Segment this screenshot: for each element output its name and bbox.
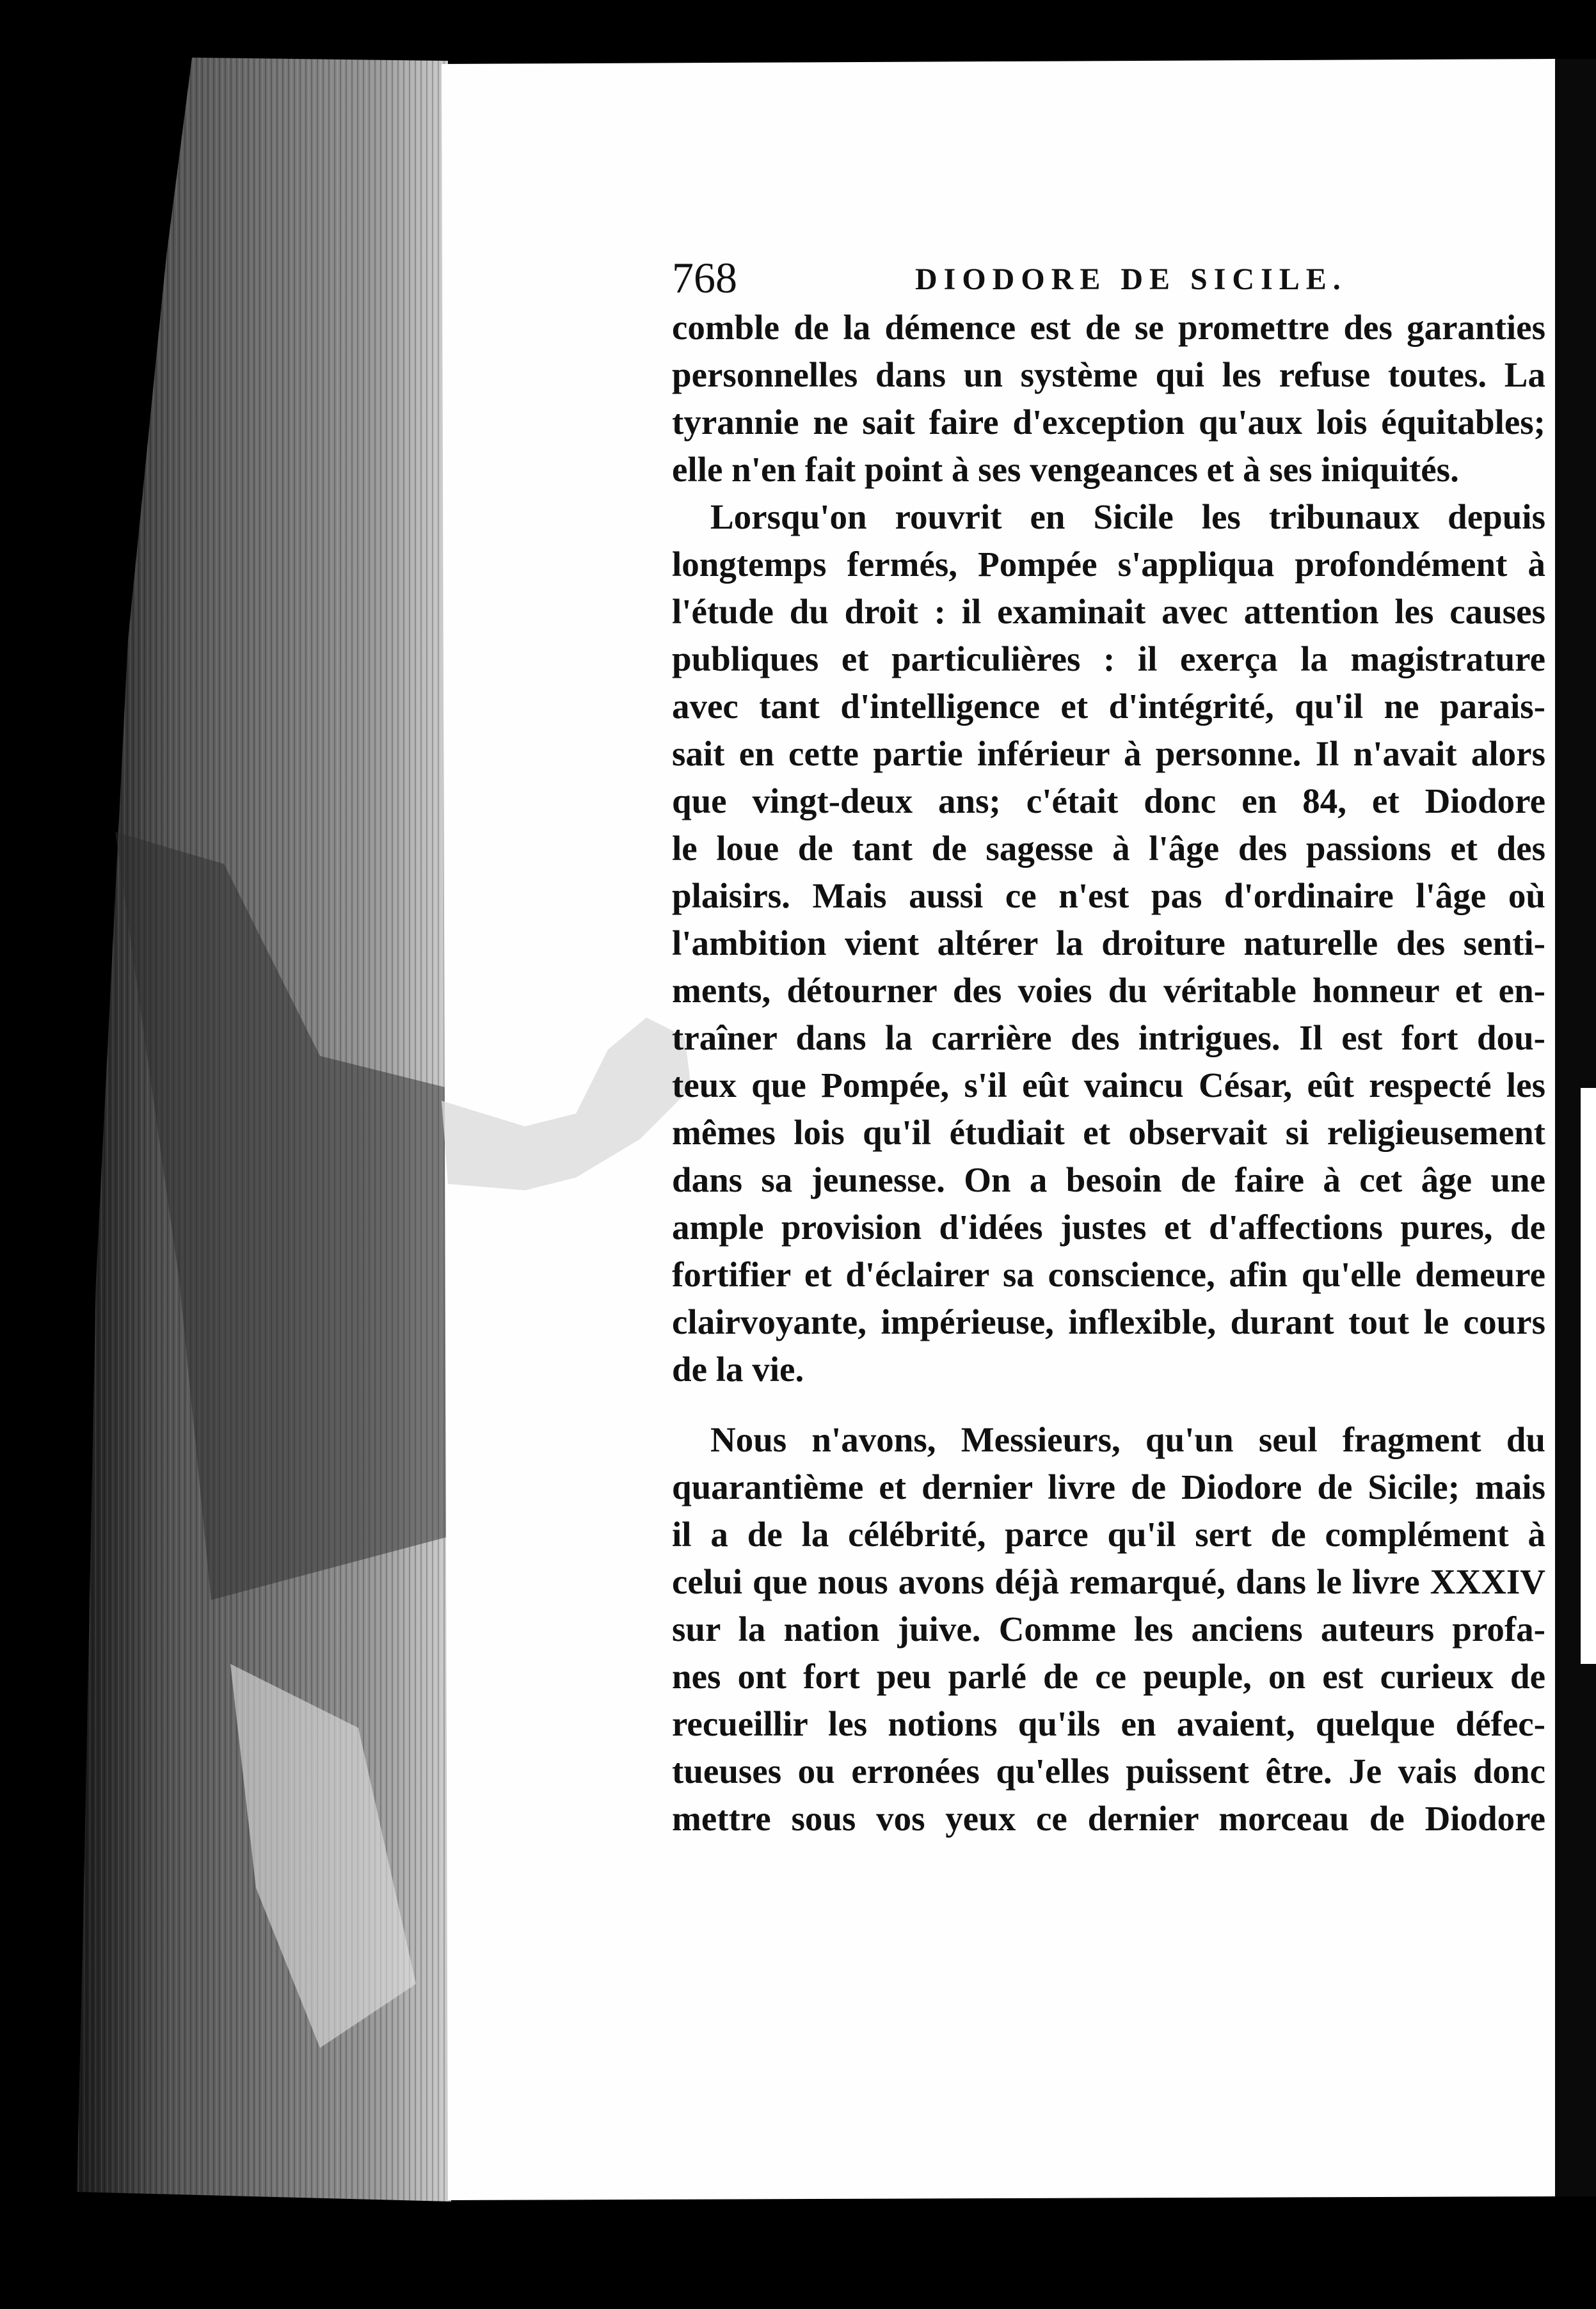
text-line: traîner dans la carrière des intrigues. Il est fort dou- xyxy=(672,1018,1545,1057)
text-line: l'ambition vient altérer la droiture naturelle des senti- xyxy=(672,923,1545,963)
text-line: tyrannie ne sait faire d'exception qu'aux lois équitables; xyxy=(672,403,1545,442)
text-line: tueuses ou erronées qu'elles puissent être. Je vais donc xyxy=(672,1752,1545,1791)
text-line: Nous n'avons, Messieurs, qu'un seul fragment du xyxy=(710,1420,1545,1459)
text-line: comble de la démence est de se promettre des garanties xyxy=(672,308,1545,347)
text-line: mêmes lois qu'il étudiait et observait si religieusement xyxy=(672,1113,1545,1152)
text-line: publiques et particulières : il exerça la magistrature xyxy=(672,639,1545,678)
text-line: elle n'en fait point à ses vengeances et à ses iniquités. xyxy=(672,450,1459,489)
text-line: avec tant d'intelligence et d'intégrité, qu'il ne parais- xyxy=(672,687,1545,726)
text-line: quarantième et dernier livre de Diodore de Sicile; mais xyxy=(672,1467,1545,1506)
text-line: de la vie. xyxy=(672,1350,804,1389)
text-line: recueillir les notions qu'ils en avaient, quelque défec- xyxy=(672,1704,1545,1743)
text-line: ample provision d'idées justes et d'affections pures, de xyxy=(672,1208,1545,1247)
paragraph-gap xyxy=(672,1393,1545,1416)
text-line: teux que Pompée, s'il eût vaincu César, eût respecté les xyxy=(672,1066,1545,1105)
text-line: sur la nation juive. Comme les anciens auteurs profa- xyxy=(672,1610,1545,1649)
text-line: le loue de tant de sagesse à l'âge des passions et des xyxy=(672,829,1545,868)
text-line: l'étude du droit : il examinait avec attention les causes xyxy=(672,592,1545,631)
text-line: nes ont fort peu parlé de ce peuple, on est curieux de xyxy=(672,1657,1545,1696)
text-line: clairvoyante, impérieuse, inflexible, durant tout le cours xyxy=(672,1302,1545,1341)
text-line: ments, détourner des voies du véritable honneur et en- xyxy=(672,971,1545,1010)
text-line: que vingt-deux ans; c'était donc en 84, et Diodore xyxy=(672,781,1545,820)
text-line: sait en cette partie inférieur à personne. Il n'avait alors xyxy=(672,734,1545,773)
text-line: dans sa jeunesse. On a besoin de faire à cet âge une xyxy=(672,1160,1545,1199)
text-line: celui que nous avons déjà remarqué, dans le livre XXXIV xyxy=(672,1562,1545,1601)
text-line: il a de la célébrité, parce qu'il sert de complément à xyxy=(672,1515,1545,1554)
running-head: DIODORE DE SICILE. xyxy=(915,262,1347,296)
page-header xyxy=(672,253,1545,304)
text-line: plaisirs. Mais aussi ce n'est pas d'ordinaire l'âge où xyxy=(672,876,1545,915)
page-number: 768 xyxy=(672,253,737,302)
text-line: fortifier et d'éclairer sa conscience, afin qu'elle demeure xyxy=(672,1255,1545,1294)
body-text xyxy=(672,304,1545,1842)
page-text xyxy=(672,253,1545,1842)
text-line: personnelles dans un système qui les refuse toutes. La xyxy=(672,355,1545,394)
text-line: Lorsqu'on rouvrit en Sicile les tribunaux depuis xyxy=(710,497,1545,536)
text-line: mettre sous vos yeux ce dernier morceau de Diodore xyxy=(672,1799,1545,1838)
text-line: longtemps fermés, Pompée s'appliqua profondément à xyxy=(672,545,1545,584)
